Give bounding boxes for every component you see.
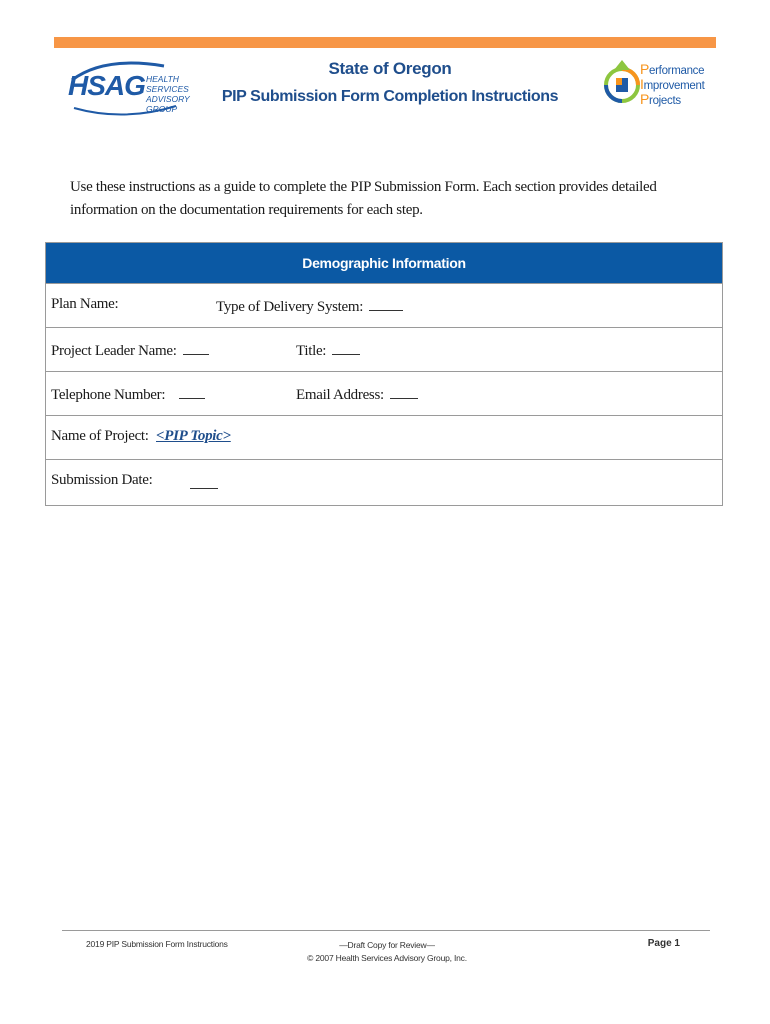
state-title: State of Oregon — [328, 59, 452, 78]
delivery-system-field[interactable] — [216, 296, 403, 316]
page-footer — [62, 930, 710, 971]
project-leader-blank[interactable] — [183, 340, 209, 355]
email-label: Email Address: — [296, 387, 384, 403]
table-row — [46, 283, 722, 327]
footer-document-name: 2019 PIP Submission Form Instructions — [86, 939, 228, 949]
table-row — [46, 415, 722, 459]
footer-draft-notice: —Draft Copy for Review— — [339, 940, 435, 950]
pip-topic-link[interactable]: <PIP Topic> — [156, 428, 231, 444]
document-header — [200, 58, 580, 108]
table-row — [46, 327, 722, 371]
table-row — [46, 371, 722, 415]
email-blank[interactable] — [390, 384, 418, 399]
table-row — [46, 459, 722, 505]
email-field[interactable] — [296, 384, 418, 404]
hsag-subtitle: HEALTH SERVICES ADVISORY GROUP — [146, 74, 190, 114]
submission-date-field[interactable] — [190, 474, 218, 494]
demographic-table — [45, 242, 723, 506]
submission-date-label: Submission Date: — [51, 472, 153, 488]
project-leader-label: Project Leader Name: — [51, 343, 177, 359]
hsag-wordmark: HSAG — [68, 70, 145, 101]
hsag-logo — [64, 58, 204, 118]
title-field[interactable] — [296, 340, 360, 360]
project-leader-field[interactable] — [51, 340, 209, 360]
demographic-header: Demographic Information — [46, 243, 722, 283]
pip-emblem-icon — [602, 54, 642, 116]
telephone-blank[interactable] — [179, 384, 205, 399]
telephone-field[interactable] — [51, 384, 205, 404]
page-number: Page 1 — [647, 938, 680, 949]
delivery-system-blank[interactable] — [369, 296, 403, 311]
submission-date-blank[interactable] — [190, 474, 218, 489]
pip-wordmark: Performance Improvement Projects — [640, 61, 705, 107]
delivery-system-label: Type of Delivery System: — [216, 299, 364, 315]
intro-paragraph: Use these instructions as a guide to complete the PIP Submission Form. Each section provides detailed information on the documentation requirements for each step. — [70, 179, 657, 218]
plan-name-label: Plan Name: — [51, 296, 119, 312]
title-label: Title: — [296, 343, 327, 359]
pip-logo — [602, 54, 712, 116]
header-accent-bar — [54, 37, 716, 48]
footer-copyright-text: © 2007 Health Services Advisory Group, Inc. — [307, 953, 467, 963]
form-title: PIP Submission Form Completion Instructions — [221, 88, 559, 105]
telephone-label: Telephone Number: — [51, 387, 166, 403]
title-blank[interactable] — [332, 340, 360, 355]
footer-copyright — [282, 939, 492, 965]
project-name-label: Name of Project: — [51, 428, 149, 444]
